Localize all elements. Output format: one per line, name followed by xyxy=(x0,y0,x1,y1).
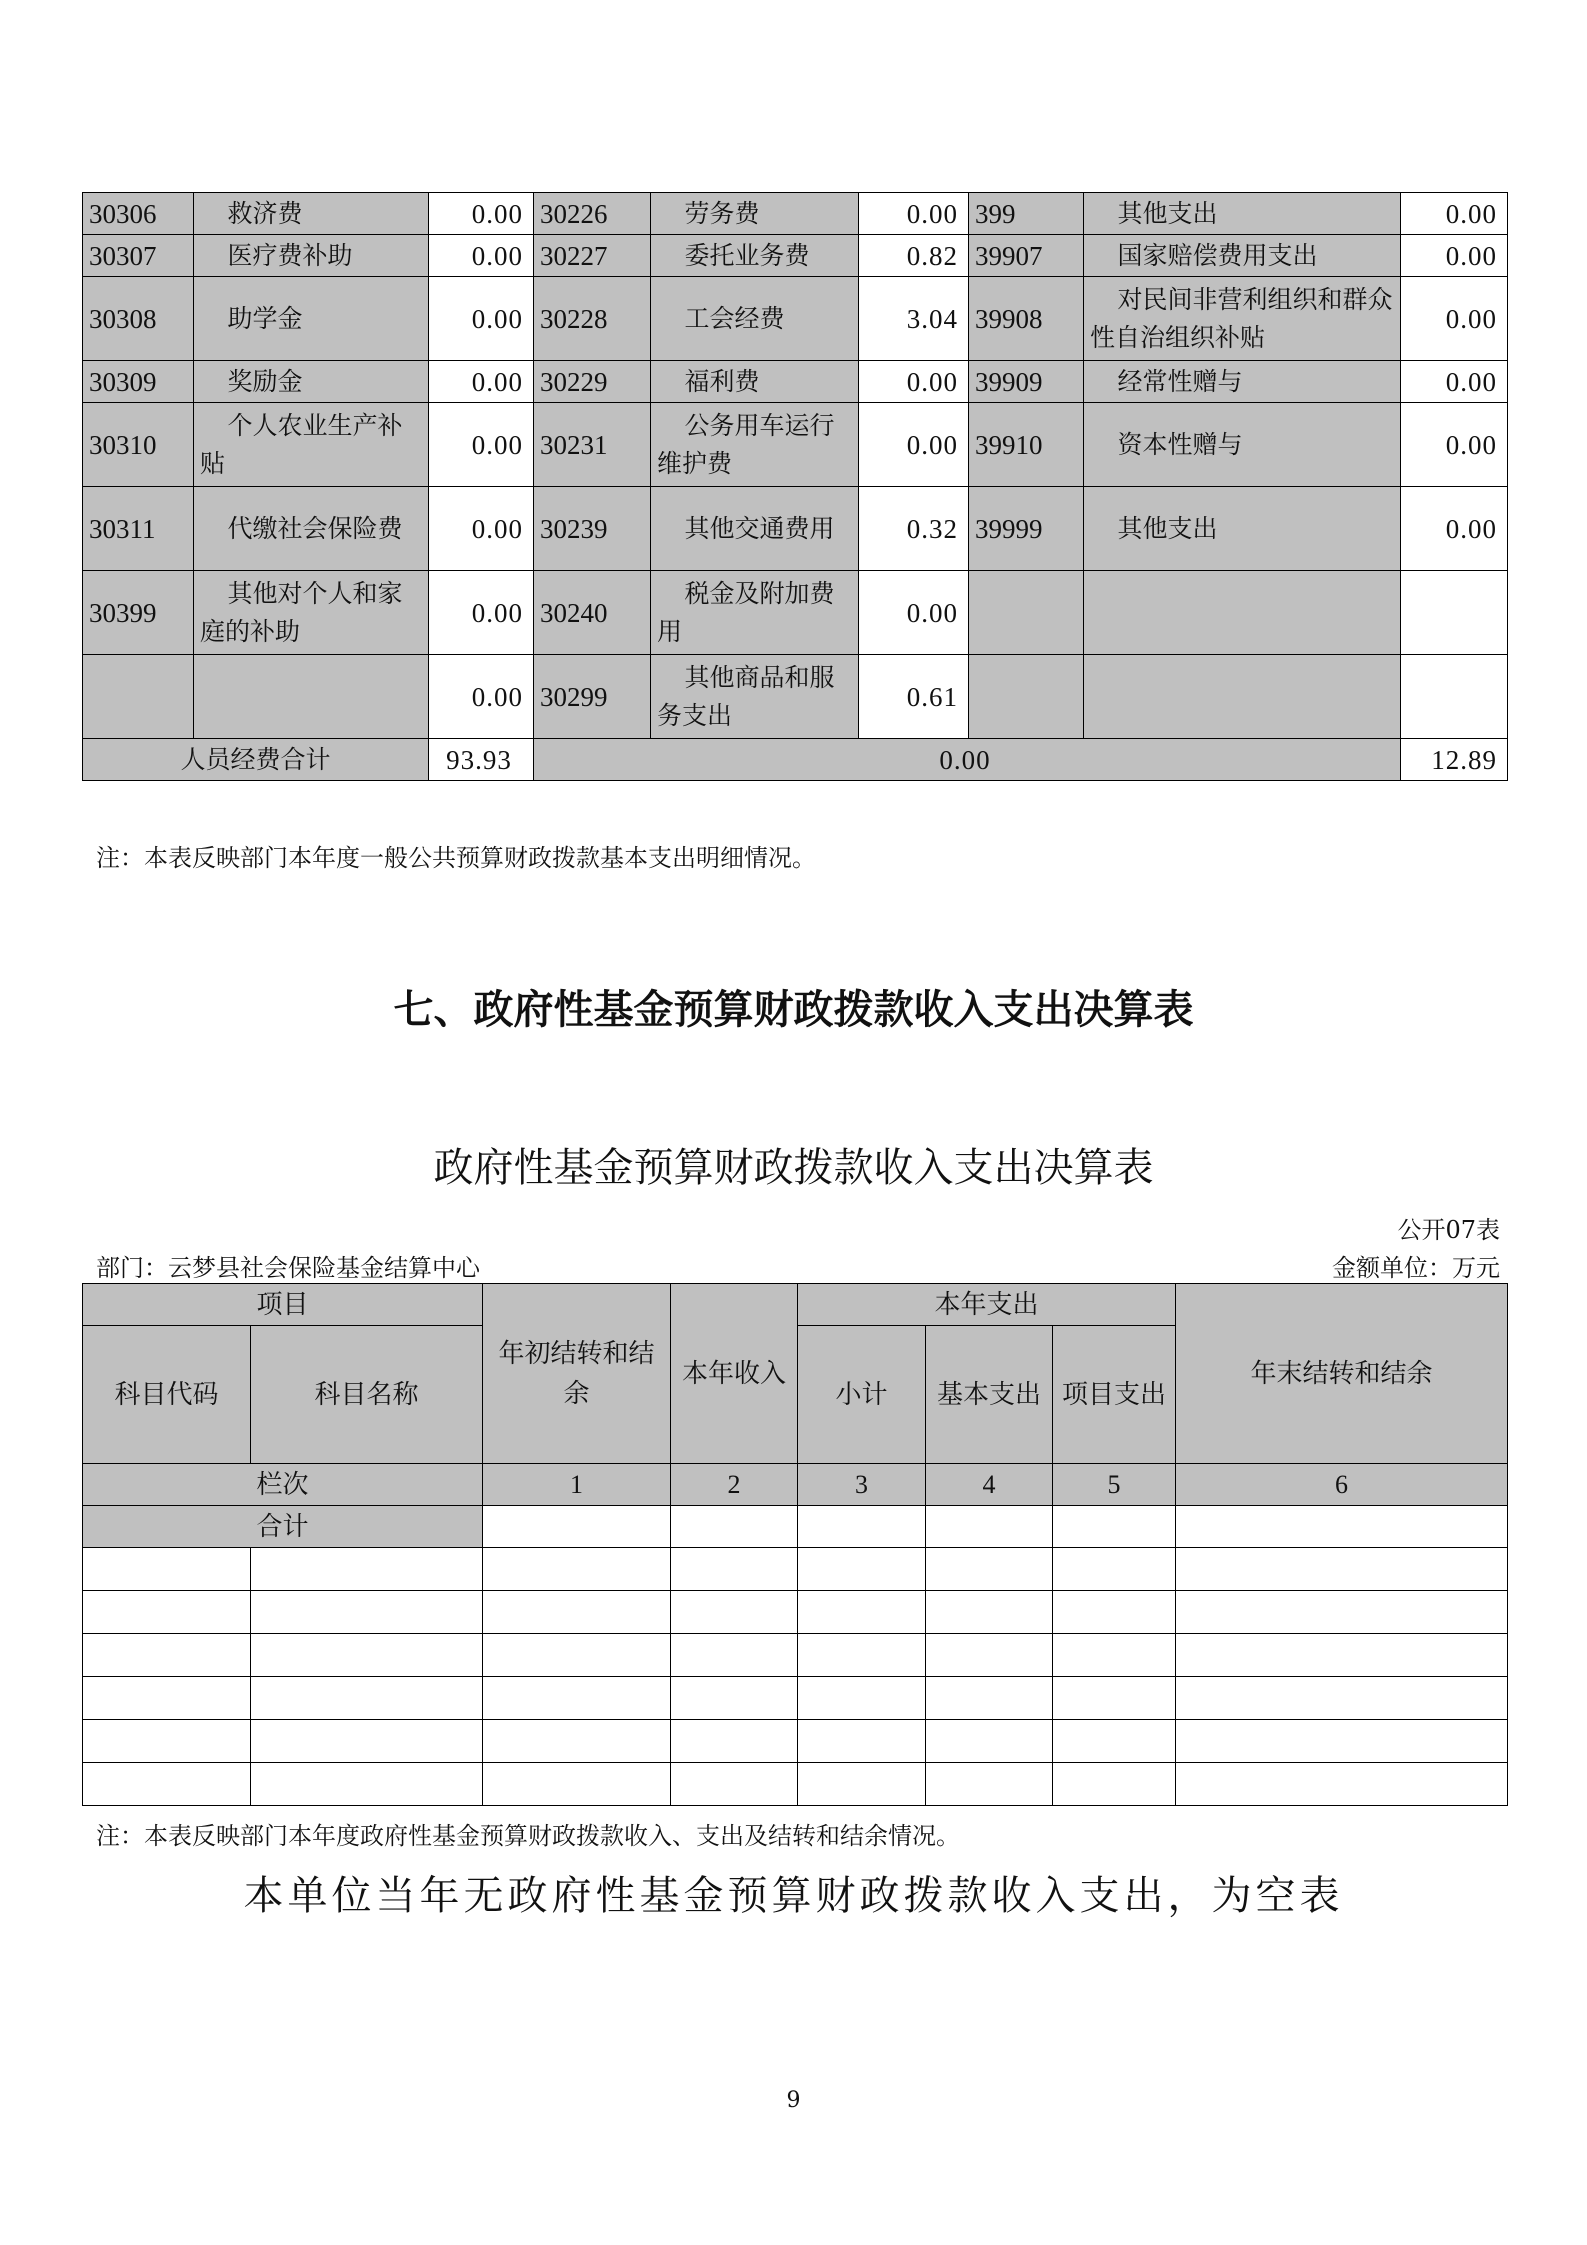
column-index: 4 xyxy=(926,1464,1053,1506)
total-cell xyxy=(926,1506,1053,1548)
empty-cell xyxy=(1176,1634,1508,1677)
empty-cell xyxy=(798,1634,926,1677)
header-closing: 年末结转和结余 xyxy=(1176,1284,1508,1464)
table-title: 政府性基金预算财政拨款收入支出决算表 xyxy=(433,1145,1154,1191)
table-row xyxy=(83,1720,1508,1763)
name-cell: 其他支出 xyxy=(1084,487,1401,571)
code-cell: 30299 xyxy=(534,655,651,739)
column-index: 1 xyxy=(483,1464,671,1506)
value-cell xyxy=(1401,655,1508,739)
header-code: 科目代码 xyxy=(83,1326,251,1464)
code-cell: 30399 xyxy=(83,571,194,655)
table-row xyxy=(83,1634,1508,1677)
empty-cell xyxy=(1176,1720,1508,1763)
form-number: 公开07表 xyxy=(1397,1216,1500,1244)
value-cell: 0.00 xyxy=(429,571,534,655)
empty-cell xyxy=(83,1591,251,1634)
value-cell: 0.32 xyxy=(859,487,969,571)
empty-cell xyxy=(798,1763,926,1806)
empty-cell xyxy=(926,1677,1053,1720)
value-cell: 0.00 xyxy=(1401,235,1508,277)
header-project: 项目支出 xyxy=(1053,1326,1176,1464)
name-cell: 税金及附加费用 xyxy=(651,571,859,655)
header-opening: 年初结转和结余 xyxy=(483,1284,671,1464)
unit-label: 金额单位：万元 xyxy=(1332,1254,1500,1282)
name-cell: 工会经费 xyxy=(651,277,859,361)
empty-cell xyxy=(1053,1591,1176,1634)
empty-cell xyxy=(83,1548,251,1591)
code-cell: 30307 xyxy=(83,235,194,277)
empty-cell xyxy=(671,1548,798,1591)
empty-cell xyxy=(483,1763,671,1806)
table1-note: 注：本表反映部门本年度一般公共预算财政拨款基本支出明细情况。 xyxy=(96,844,816,872)
empty-cell xyxy=(483,1634,671,1677)
table-row xyxy=(83,361,1508,403)
name-cell: 福利费 xyxy=(651,361,859,403)
table-row xyxy=(83,571,1508,655)
name-cell: 国家赔偿费用支出 xyxy=(1084,235,1401,277)
name-cell: 其他交通费用 xyxy=(651,487,859,571)
code-cell: 39908 xyxy=(969,277,1084,361)
header-basic: 基本支出 xyxy=(926,1326,1053,1464)
code-cell: 30227 xyxy=(534,235,651,277)
empty-cell xyxy=(1053,1763,1176,1806)
empty-cell xyxy=(251,1720,483,1763)
empty-cell xyxy=(251,1634,483,1677)
name-cell: 其他对个人和家庭的补助 xyxy=(194,571,429,655)
empty-cell xyxy=(671,1720,798,1763)
empty-cell xyxy=(251,1548,483,1591)
empty-cell xyxy=(671,1677,798,1720)
gov-fund-budget-table xyxy=(82,1283,1508,1806)
empty-cell xyxy=(798,1677,926,1720)
empty-cell xyxy=(1053,1634,1176,1677)
table-row xyxy=(83,1591,1508,1634)
code-cell: 30309 xyxy=(83,361,194,403)
empty-cell xyxy=(671,1763,798,1806)
code-cell: 30306 xyxy=(83,193,194,235)
code-cell: 30229 xyxy=(534,361,651,403)
name-cell xyxy=(1084,655,1401,739)
column-index: 3 xyxy=(798,1464,926,1506)
empty-cell xyxy=(1053,1548,1176,1591)
total-row xyxy=(83,1506,1508,1548)
name-cell: 委托业务费 xyxy=(651,235,859,277)
value-cell: 0.00 xyxy=(429,361,534,403)
code-cell: 30239 xyxy=(534,487,651,571)
total-label: 合计 xyxy=(83,1506,483,1548)
total-cell xyxy=(483,1506,671,1548)
table-row xyxy=(83,1548,1508,1591)
value-cell: 0.61 xyxy=(859,655,969,739)
code-cell: 39999 xyxy=(969,487,1084,571)
empty-cell xyxy=(251,1591,483,1634)
empty-cell xyxy=(83,1763,251,1806)
table-row xyxy=(83,487,1508,571)
code-cell: 39907 xyxy=(969,235,1084,277)
page-number: 9 xyxy=(786,2088,801,2113)
name-cell xyxy=(1084,571,1401,655)
total-cell xyxy=(798,1506,926,1548)
empty-cell xyxy=(798,1591,926,1634)
value-cell: 0.00 xyxy=(1401,361,1508,403)
name-cell: 对民间非营利组织和群众性自治组织补贴 xyxy=(1084,277,1401,361)
name-cell: 救济费 xyxy=(194,193,429,235)
empty-cell xyxy=(483,1720,671,1763)
code-cell: 39910 xyxy=(969,403,1084,487)
total-personnel-value: 93.93 xyxy=(429,739,534,781)
table-row xyxy=(83,403,1508,487)
code-cell: 30311 xyxy=(83,487,194,571)
basic-expenditure-detail-table xyxy=(82,192,1508,781)
table-row xyxy=(83,1677,1508,1720)
value-cell: 0.00 xyxy=(1401,403,1508,487)
column-index-label: 栏次 xyxy=(83,1464,483,1506)
column-index: 5 xyxy=(1053,1464,1176,1506)
total-cell xyxy=(1053,1506,1176,1548)
table-row xyxy=(83,235,1508,277)
total-other-value: 12.89 xyxy=(1401,739,1508,781)
value-cell: 0.00 xyxy=(429,193,534,235)
name-cell: 助学金 xyxy=(194,277,429,361)
value-cell: 0.00 xyxy=(859,403,969,487)
header-row-1 xyxy=(83,1284,1508,1326)
empty-cell xyxy=(83,1720,251,1763)
header-subtotal: 小计 xyxy=(798,1326,926,1464)
value-cell: 0.00 xyxy=(859,361,969,403)
value-cell: 0.00 xyxy=(429,277,534,361)
value-cell: 0.00 xyxy=(859,193,969,235)
empty-cell xyxy=(1176,1591,1508,1634)
total-cell xyxy=(671,1506,798,1548)
empty-cell xyxy=(483,1548,671,1591)
empty-cell xyxy=(1176,1677,1508,1720)
code-cell: 30308 xyxy=(83,277,194,361)
code-cell: 30310 xyxy=(83,403,194,487)
value-cell: 0.82 xyxy=(859,235,969,277)
column-index: 2 xyxy=(671,1464,798,1506)
empty-cell xyxy=(671,1591,798,1634)
empty-cell xyxy=(83,1634,251,1677)
value-cell: 0.00 xyxy=(429,235,534,277)
name-cell: 劳务费 xyxy=(651,193,859,235)
table2-note: 注：本表反映部门本年度政府性基金预算财政拨款收入、支出及结转和结余情况。 xyxy=(96,1822,960,1850)
code-cell xyxy=(969,655,1084,739)
empty-cell xyxy=(1053,1677,1176,1720)
name-cell xyxy=(194,655,429,739)
name-cell: 经常性赠与 xyxy=(1084,361,1401,403)
header-name: 科目名称 xyxy=(251,1326,483,1464)
empty-cell xyxy=(483,1677,671,1720)
column-index-row xyxy=(83,1464,1508,1506)
value-cell: 0.00 xyxy=(1401,277,1508,361)
name-cell: 个人农业生产补贴 xyxy=(194,403,429,487)
empty-cell xyxy=(483,1591,671,1634)
value-cell: 0.00 xyxy=(429,403,534,487)
empty-table-message: 本单位当年无政府性基金预算财政拨款收入支出，为空表 xyxy=(243,1873,1344,1919)
empty-cell xyxy=(798,1548,926,1591)
name-cell: 资本性赠与 xyxy=(1084,403,1401,487)
total-public-value: 0.00 xyxy=(534,739,1401,781)
empty-cell xyxy=(1176,1763,1508,1806)
code-cell: 30228 xyxy=(534,277,651,361)
empty-cell xyxy=(926,1591,1053,1634)
empty-cell xyxy=(926,1763,1053,1806)
section-heading: 七、政府性基金预算财政拨款收入支出决算表 xyxy=(393,987,1194,1033)
empty-cell xyxy=(926,1634,1053,1677)
table-row xyxy=(83,193,1508,235)
table-row xyxy=(83,655,1508,739)
header-item: 项目 xyxy=(83,1284,483,1326)
table-row xyxy=(83,1763,1508,1806)
empty-cell xyxy=(251,1677,483,1720)
code-cell: 399 xyxy=(969,193,1084,235)
value-cell: 0.00 xyxy=(429,487,534,571)
total-label: 人员经费合计 xyxy=(83,739,429,781)
name-cell: 其他支出 xyxy=(1084,193,1401,235)
header-expense: 本年支出 xyxy=(798,1284,1176,1326)
empty-cell xyxy=(798,1720,926,1763)
value-cell: 0.00 xyxy=(1401,193,1508,235)
empty-cell xyxy=(1053,1720,1176,1763)
value-cell: 3.04 xyxy=(859,277,969,361)
empty-cell xyxy=(83,1677,251,1720)
department-label: 部门：云梦县社会保险基金结算中心 xyxy=(96,1254,480,1282)
name-cell: 其他商品和服务支出 xyxy=(651,655,859,739)
total-cell xyxy=(1176,1506,1508,1548)
value-cell: 0.00 xyxy=(429,655,534,739)
column-index: 6 xyxy=(1176,1464,1508,1506)
value-cell xyxy=(1401,571,1508,655)
code-cell: 30231 xyxy=(534,403,651,487)
empty-cell xyxy=(926,1548,1053,1591)
name-cell: 代缴社会保险费 xyxy=(194,487,429,571)
empty-cell xyxy=(926,1720,1053,1763)
empty-cell xyxy=(671,1634,798,1677)
code-cell: 39909 xyxy=(969,361,1084,403)
code-cell: 30226 xyxy=(534,193,651,235)
code-cell: 30240 xyxy=(534,571,651,655)
code-cell xyxy=(969,571,1084,655)
name-cell: 公务用车运行维护费 xyxy=(651,403,859,487)
empty-cell xyxy=(251,1763,483,1806)
code-cell xyxy=(83,655,194,739)
name-cell: 奖励金 xyxy=(194,361,429,403)
empty-cell xyxy=(1176,1548,1508,1591)
value-cell: 0.00 xyxy=(1401,487,1508,571)
name-cell: 医疗费补助 xyxy=(194,235,429,277)
value-cell: 0.00 xyxy=(859,571,969,655)
personnel-total-row xyxy=(83,739,1508,781)
header-income: 本年收入 xyxy=(671,1284,798,1464)
table-row xyxy=(83,277,1508,361)
